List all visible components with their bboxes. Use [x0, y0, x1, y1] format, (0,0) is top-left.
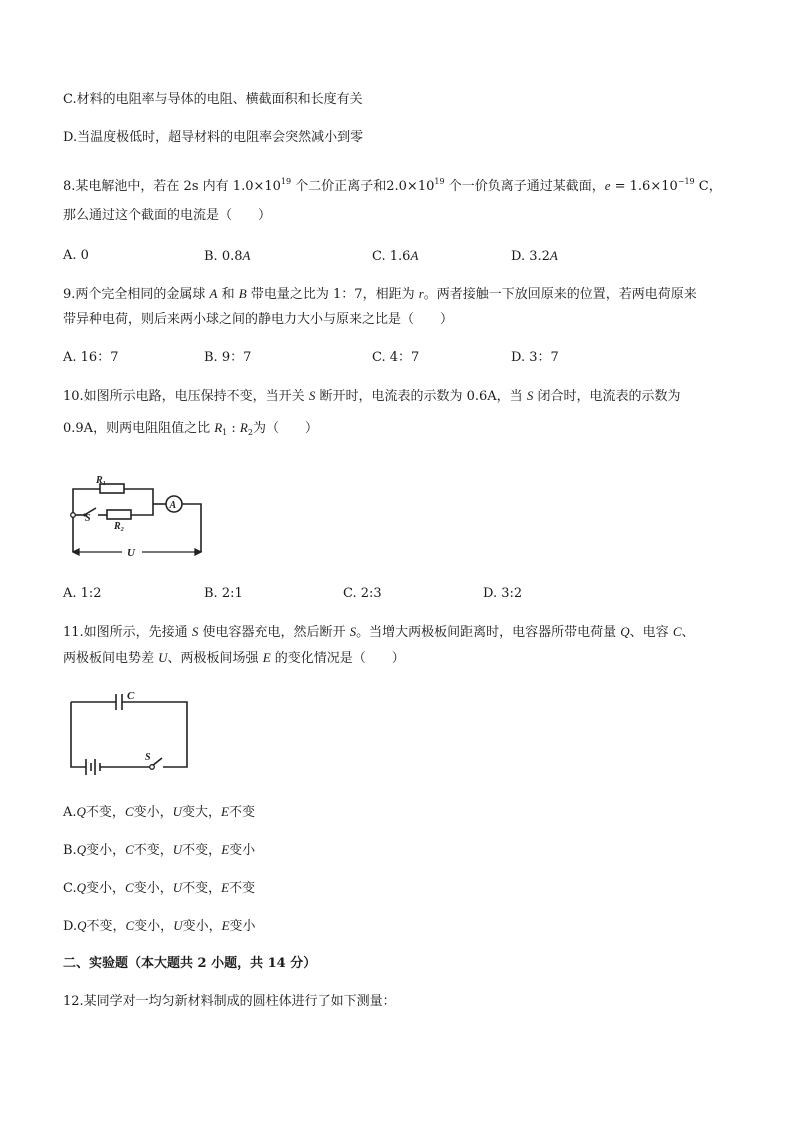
q10-label-s: S	[85, 513, 91, 524]
q11-option-c: C.Q变小，C变小，U不变，E不变	[63, 880, 256, 896]
q10-option-d: D. 3:2	[483, 586, 523, 601]
q9-option-a: A. 16：7	[63, 350, 119, 365]
q10-label-ammeter: A	[169, 500, 177, 511]
q10-circuit-diagram	[62, 464, 212, 562]
q8-option-d: D. 3.2A	[511, 248, 558, 264]
q11-stem-line1: 11.如图所示，先接通 S 使电容器充电，然后断开 S。当增大两极板间距离时，电容器所带电荷量 Q、电容 C、	[63, 624, 695, 640]
q8-stem-line2: 那么通过这个截面的电流是（ ）	[63, 208, 272, 223]
q10-stem-line2: 0.9A，则两电阻阻值之比 $R_1$ : $R_2$为（ ）	[63, 420, 318, 437]
q11-option-b: B.Q变小，C不变，U不变，E变小	[63, 842, 256, 858]
q11-label-s: S	[145, 752, 151, 763]
q11-label-c: C	[127, 690, 135, 702]
q9-stem-line1: 9.两个完全相同的金属球 A 和 B 带电量之比为 1：7，相距为 r。两者接触一下放回原来的位置，若两电荷原来	[63, 286, 697, 302]
q10-option-a: A. 1:2	[63, 586, 102, 601]
q11-stem-line2: 两极板间电势差 U、两极板间场强 E 的变化情况是（ ）	[63, 650, 405, 666]
q10-label-u: U	[127, 547, 135, 559]
q10-stem-line1: 10.如图所示电路，电压保持不变，当开关 S 断开时，电流表的示数为 0.6A，当 S 闭合时，电流表的示数为	[63, 388, 681, 404]
q11-option-a: A.Q不变，C变小，U变大，E不变	[63, 804, 255, 820]
section-2-title: 二、实验题（本大题共 2 小题，共 14 分）	[63, 956, 317, 971]
q8-stem-line1: 8.某电解池中，若在 2s 内有 $1.0\times 10^{19}$ 个二价正离子和$2.0\times 10^{19}$ 个一价负离子通过某截面，$e = 1.6\times 10^{-19}$ C，	[63, 177, 722, 194]
q10-switch-node-icon	[71, 513, 76, 518]
q10-label-r2: R₂	[114, 521, 125, 532]
q8-option-b: B. 0.8A	[204, 248, 251, 264]
q9-stem-line2: 带异种电荷，则后来两小球之间的静电力大小与原来之比是（ ）	[63, 312, 454, 327]
q7-option-d: D.当温度极低时，超导材料的电阻率会突然减小到零	[63, 130, 364, 145]
q10-label-r1: R₁	[96, 475, 107, 486]
q8-option-a: A. 0	[63, 248, 89, 263]
q9-option-c: C. 4：7	[372, 350, 420, 365]
q11-switch-node-icon	[150, 765, 155, 770]
q10-option-b: B. 2:1	[204, 586, 243, 601]
q11-circuit-diagram	[66, 688, 196, 778]
q9-option-b: B. 9：7	[204, 350, 252, 365]
q10-option-c: C. 2:3	[343, 586, 382, 601]
q9-option-d: D. 3：7	[511, 350, 559, 365]
q11-option-d: D.Q不变，C变小，U变小，E变小	[63, 918, 256, 934]
q7-option-c: C.材料的电阻率与导体的电阻、横截面积和长度有关	[63, 92, 363, 107]
q12-stem: 12.某同学对一均匀新材料制成的圆柱体进行了如下测量：	[63, 994, 396, 1009]
q8-option-c: C. 1.6A	[372, 248, 419, 264]
